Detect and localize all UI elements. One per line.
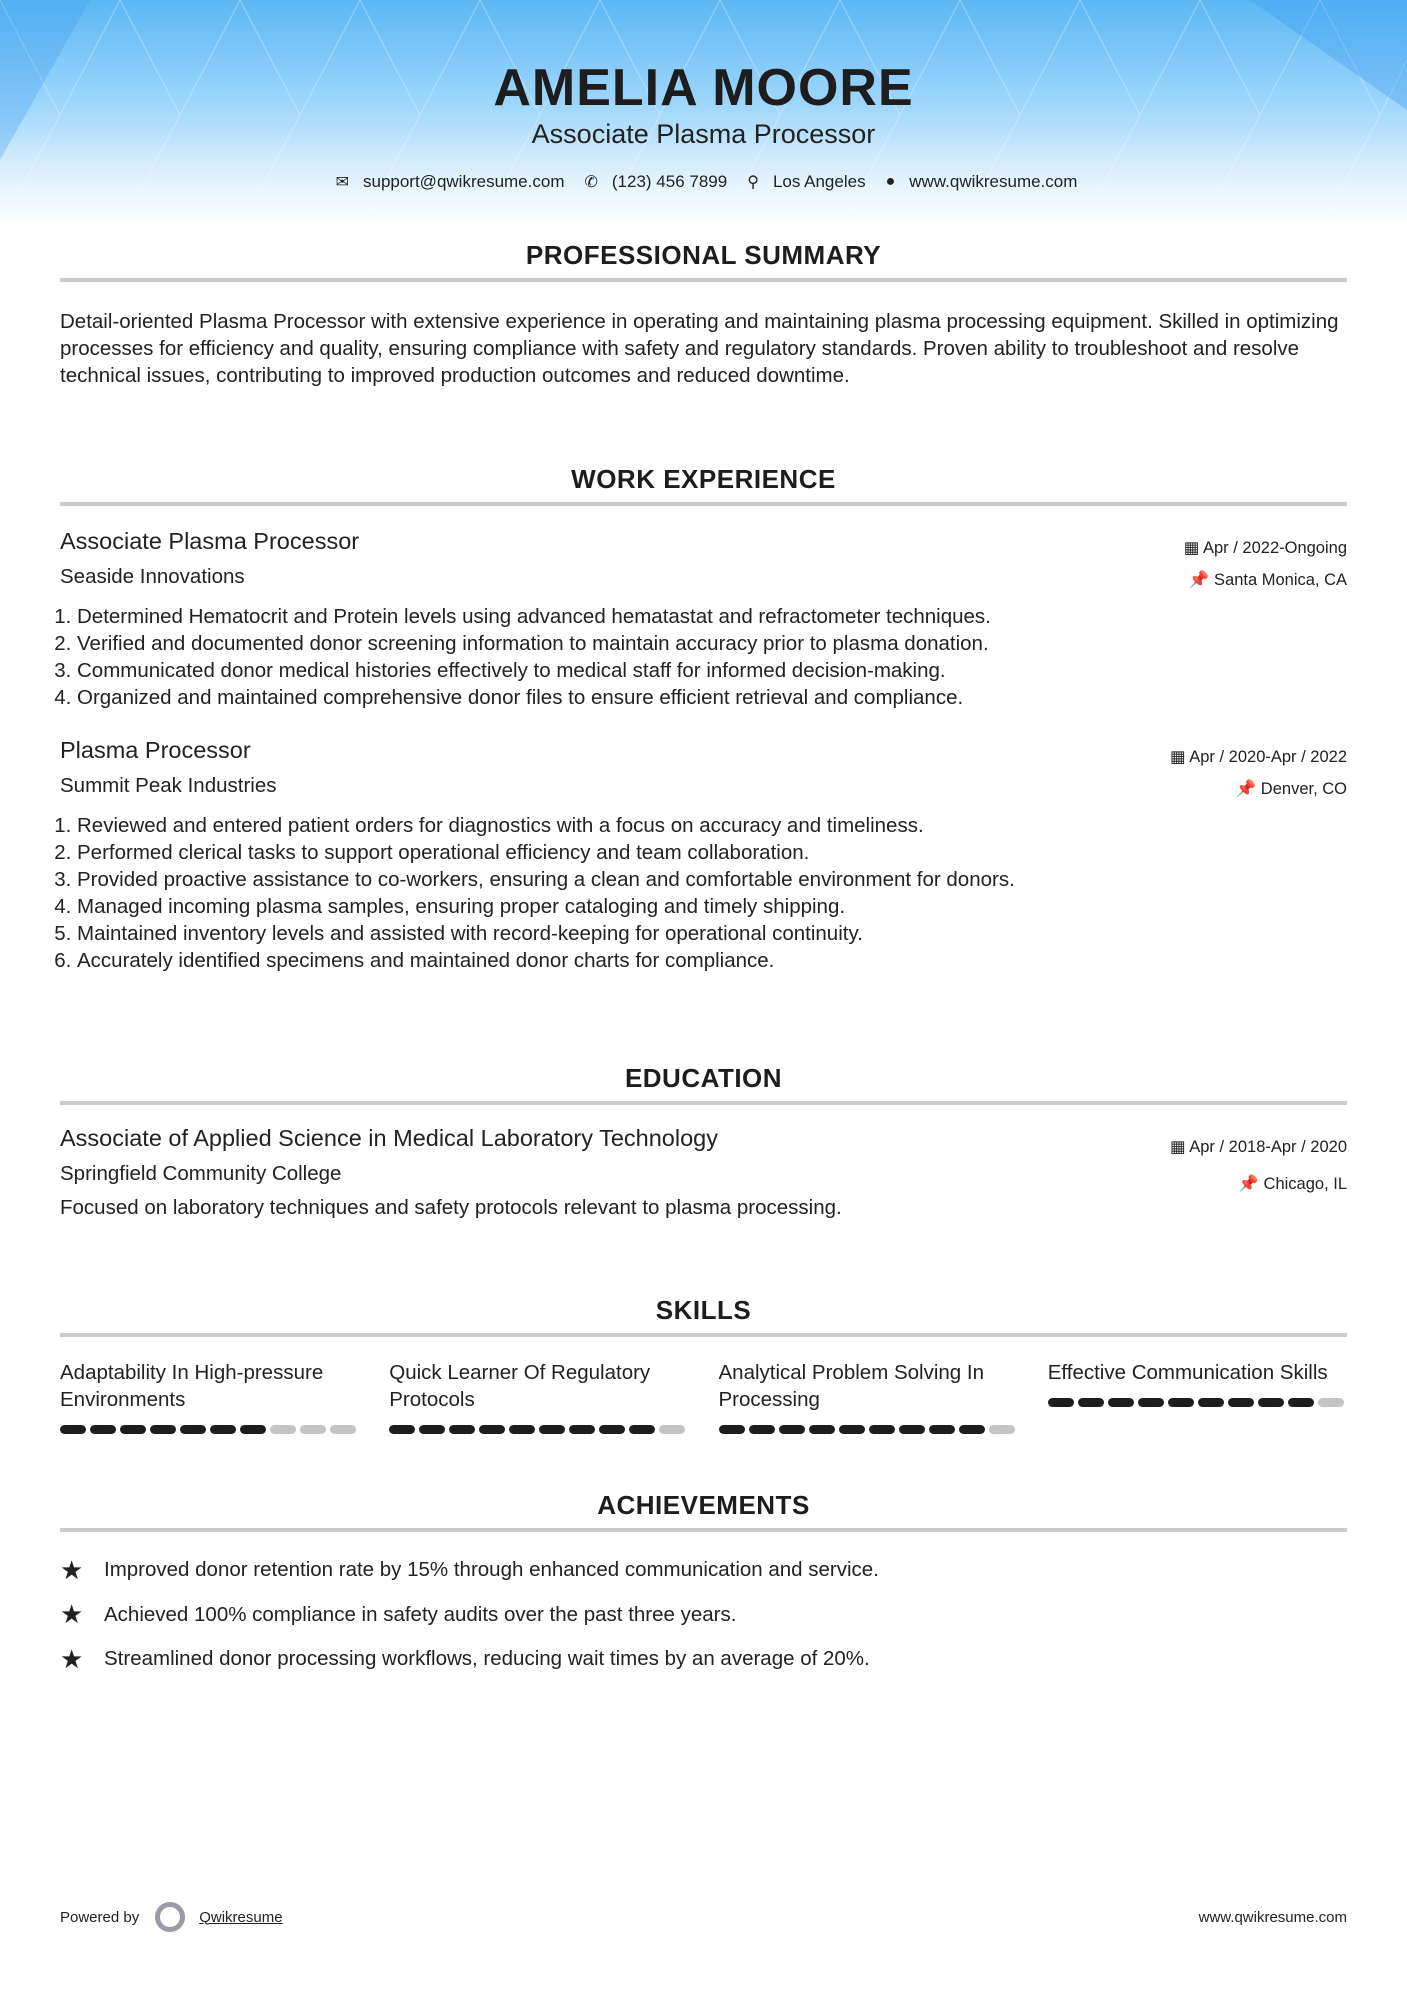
contact-website[interactable]: www.qwikresume.com	[909, 172, 1078, 191]
skill-level-segment	[1228, 1398, 1254, 1407]
divider	[60, 278, 1347, 282]
pin-icon: 📌	[1188, 571, 1215, 589]
globe-icon: ●	[885, 173, 896, 190]
section-heading: PROFESSIONAL SUMMARY	[525, 240, 882, 270]
skill-level-segment	[479, 1425, 505, 1434]
job-title: Associate Plasma Processor	[60, 528, 360, 554]
skill-level-segment	[300, 1425, 326, 1434]
skill-level-segment	[629, 1425, 655, 1434]
achievement-item	[60, 1637, 1347, 1682]
skill-item	[389, 1359, 688, 1434]
pin-icon: 📌	[1235, 780, 1261, 798]
skill-level-segment	[779, 1425, 805, 1434]
contact-location: Los Angeles	[772, 172, 866, 191]
calendar-icon: ▦	[1169, 1138, 1190, 1156]
skill-level-segment	[1318, 1398, 1344, 1407]
skill-item	[719, 1359, 1018, 1434]
job-location: Denver, CO	[1260, 780, 1347, 798]
bullet-item: 5. Maintained inventory levels and assisted with record-keeping for operational continuity.	[77, 920, 1347, 947]
section-heading: EDUCATION	[624, 1063, 783, 1093]
skill-item	[60, 1359, 359, 1434]
summary-section	[60, 240, 1347, 389]
skill-level-segment	[330, 1425, 356, 1434]
skill-level-bar	[389, 1425, 688, 1434]
skill-level-segment	[1138, 1398, 1164, 1407]
calendar-icon: ▦	[1169, 748, 1190, 766]
skill-level-segment	[929, 1425, 955, 1434]
skill-level-segment	[899, 1425, 925, 1434]
bullet-item: 3. Communicated donor medical histories effectively to medical staff for informed decision-making.	[77, 657, 1347, 684]
skill-name: Effective Communication Skills	[1047, 1361, 1328, 1384]
candidate-name: AMELIA MOORE	[493, 59, 914, 117]
bullet-item: 2. Verified and documented donor screening information to maintain accuracy prior to plasma donation.	[77, 630, 1347, 657]
skill-name: Adaptability In High-pressure Environments	[60, 1361, 324, 1411]
skill-level-segment	[1078, 1398, 1104, 1407]
skill-level-segment	[1288, 1398, 1314, 1407]
school: Springfield Community College	[60, 1162, 342, 1185]
skill-level-bar	[60, 1425, 359, 1434]
bullet-item: 4. Managed incoming plasma samples, ensuring proper cataloging and timely shipping.	[77, 893, 1347, 920]
education-location: Chicago, IL	[1263, 1175, 1347, 1193]
skill-level-segment	[1108, 1398, 1134, 1407]
divider	[60, 1101, 1347, 1105]
skill-level-segment	[389, 1425, 415, 1434]
skill-level-segment	[959, 1425, 985, 1434]
skill-level-segment	[989, 1425, 1015, 1434]
skill-level-segment	[60, 1425, 86, 1434]
skill-level-segment	[509, 1425, 535, 1434]
achievement-text: Improved donor retention rate by 15% through enhanced communication and service.	[104, 1558, 879, 1582]
phone-icon: ✆	[584, 174, 598, 191]
achievement-item	[60, 1593, 1347, 1638]
job-meta	[1184, 532, 1347, 596]
skills-section	[60, 1295, 1347, 1434]
map-pin-icon: ⚲	[747, 174, 759, 191]
company: Seaside Innovations	[60, 565, 245, 588]
skill-level-segment	[1258, 1398, 1284, 1407]
job-entry	[60, 737, 1347, 974]
achievement-item	[60, 1548, 1347, 1593]
skill-level-segment	[749, 1425, 775, 1434]
job-dates: Apr / 2020-Apr / 2022	[1189, 748, 1347, 766]
footer-website[interactable]: www.qwikresume.com	[1198, 1908, 1347, 1926]
achievements-section	[60, 1490, 1347, 1682]
bullet-item: 3. Provided proactive assistance to co-workers, ensuring a clean and comfortable environment for donors.	[77, 866, 1347, 893]
skill-level-bar	[1048, 1398, 1347, 1407]
education-description: Focused on laboratory techniques and safety protocols relevant to plasma processing.	[60, 1196, 842, 1219]
divider	[60, 1333, 1347, 1337]
skill-level-segment	[120, 1425, 146, 1434]
achievement-text: Streamlined donor processing workflows, reducing wait times by an average of 20%.	[104, 1647, 870, 1671]
bullet-item: 1. Determined Hematocrit and Protein levels using advanced hematastat and refractometer techniques.	[77, 603, 1347, 630]
achievement-text: Achieved 100% compliance in safety audits over the past three years.	[104, 1602, 737, 1626]
skill-level-segment	[659, 1425, 685, 1434]
star-icon: ★	[60, 1554, 84, 1585]
experience-section	[60, 464, 1347, 974]
education-meta	[1170, 1129, 1347, 1203]
envelope-icon: ✉	[335, 174, 349, 191]
skill-level-segment	[90, 1425, 116, 1434]
divider	[60, 1528, 1347, 1532]
skill-level-segment	[869, 1425, 895, 1434]
header-banner	[0, 0, 1407, 230]
job-title: Plasma Processor	[60, 737, 251, 763]
degree: Associate of Applied Science in Medical Laboratory Technology	[60, 1125, 718, 1151]
skill-level-segment	[240, 1425, 266, 1434]
summary-text: Detail-oriented Plasma Processor with extensive experience in operating and maintaining plasma processing equipment. Skilled in optimizing processes for efficiency and quality, ensuring compliance with safety and regulatory standards. Proven ability to troubleshoot and resolve technical issues, contributing to improved production outcomes and reduced downtime.	[60, 310, 1339, 387]
skill-level-segment	[599, 1425, 625, 1434]
skill-item	[1048, 1359, 1347, 1434]
calendar-icon: ▦	[1183, 539, 1203, 557]
contact-email[interactable]: support@qwikresume.com	[362, 172, 565, 191]
skill-level-segment	[1048, 1398, 1074, 1407]
skill-level-segment	[1168, 1398, 1194, 1407]
skill-name: Quick Learner Of Regulatory Protocols	[389, 1361, 651, 1411]
contact-bar	[0, 172, 1407, 192]
brand-link[interactable]: Qwikresume	[199, 1908, 283, 1926]
section-heading: WORK EXPERIENCE	[571, 464, 836, 494]
skill-level-segment	[839, 1425, 865, 1434]
job-bullets	[60, 603, 1347, 711]
job-bullets	[60, 812, 1347, 974]
skill-level-segment	[1198, 1398, 1224, 1407]
skill-level-segment	[270, 1425, 296, 1434]
company: Summit Peak Industries	[60, 774, 277, 797]
divider	[60, 502, 1347, 506]
powered-by-label: Powered by	[60, 1908, 140, 1926]
footer	[60, 1902, 1347, 1932]
section-heading: SKILLS	[655, 1295, 752, 1325]
section-heading: ACHIEVEMENTS	[597, 1490, 810, 1520]
job-meta	[1170, 741, 1347, 805]
skill-level-segment	[719, 1425, 745, 1434]
bullet-item: 6. Accurately identified specimens and maintained donor charts for compliance.	[77, 947, 1347, 974]
bullet-item: 1. Reviewed and entered patient orders for diagnostics with a focus on accuracy and timeliness.	[77, 812, 1347, 839]
education-entry	[60, 1125, 1347, 1221]
skill-level-segment	[419, 1425, 445, 1434]
skill-level-segment	[809, 1425, 835, 1434]
candidate-title: Associate Plasma Processor	[531, 119, 876, 149]
star-icon: ★	[60, 1599, 84, 1630]
bullet-item: 2. Performed clerical tasks to support operational efficiency and team collaboration.	[77, 839, 1347, 866]
education-dates: Apr / 2018-Apr / 2020	[1189, 1138, 1347, 1156]
contact-phone: (123) 456 7899	[611, 172, 728, 191]
star-icon: ★	[60, 1643, 84, 1674]
bullet-item: 4. Organized and maintained comprehensive donor files to ensure efficient retrieval and compliance.	[77, 684, 1347, 711]
pin-icon: 📌	[1238, 1175, 1264, 1193]
education-section	[60, 1063, 1347, 1221]
skill-level-segment	[150, 1425, 176, 1434]
job-location: Santa Monica, CA	[1214, 571, 1347, 589]
skill-level-segment	[449, 1425, 475, 1434]
skill-level-segment	[210, 1425, 236, 1434]
skill-name: Analytical Problem Solving In Processing	[718, 1361, 984, 1411]
qwikresume-logo-icon	[155, 1902, 185, 1932]
job-dates: Apr / 2022-Ongoing	[1202, 539, 1347, 557]
job-entry	[60, 528, 1347, 711]
skill-level-segment	[539, 1425, 565, 1434]
skill-level-segment	[569, 1425, 595, 1434]
skill-level-segment	[180, 1425, 206, 1434]
skill-level-bar	[719, 1425, 1018, 1434]
